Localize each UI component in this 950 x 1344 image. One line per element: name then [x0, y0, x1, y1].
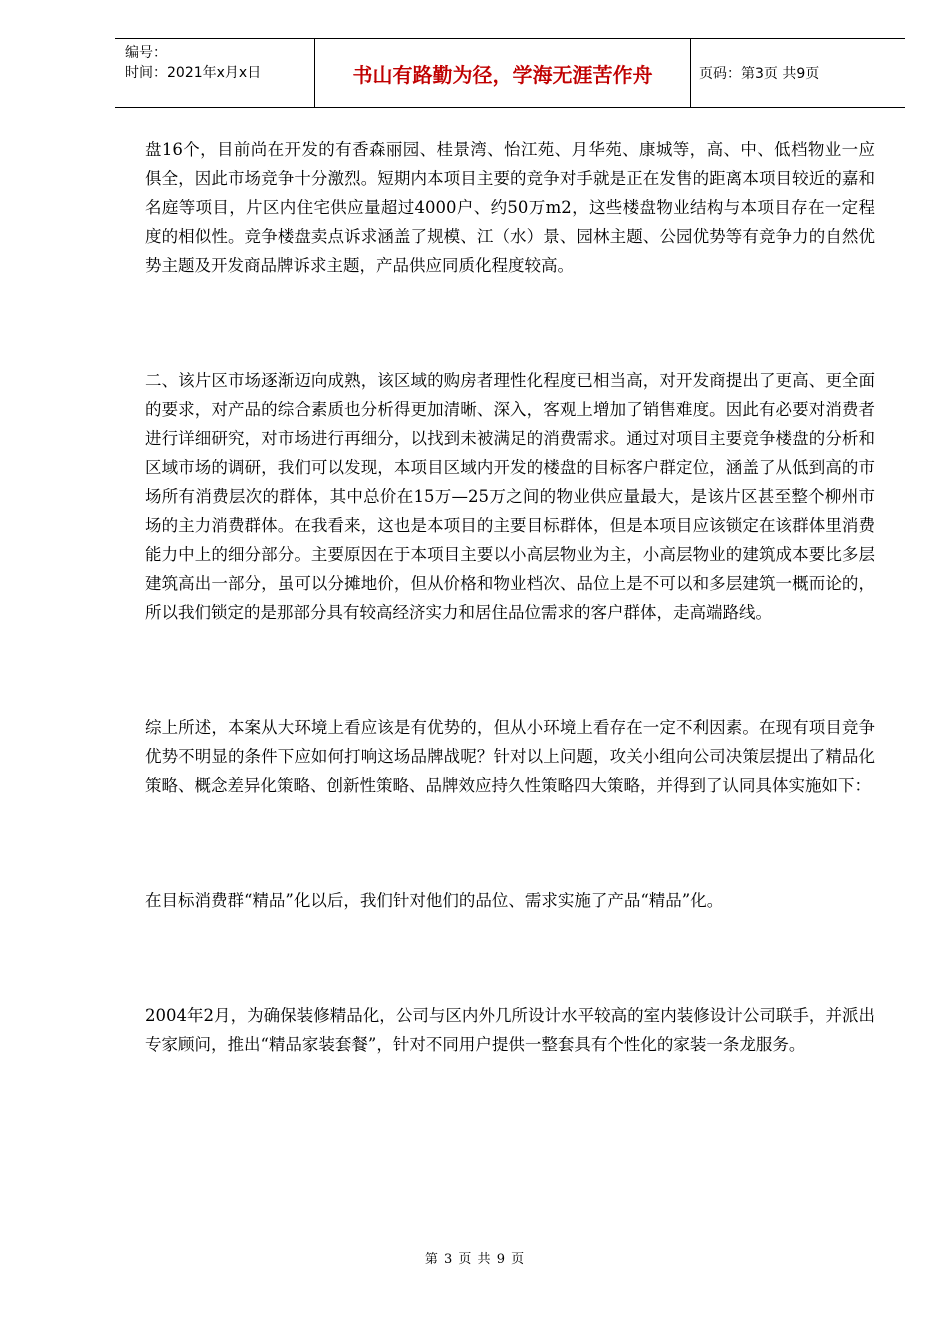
header-meta — [115, 39, 315, 107]
document-number: 编号： — [125, 45, 167, 61]
paragraph-competition: 盘16个，目前尚在开发的有香森丽园、桂景湾、怡江苑、月华苑、康城等，高、中、低档物业一应俱全，因此市场竞争十分激烈。短期内本项目主要的竞争对手就是正在发售的距离本项目较近的嘉和名庭等项目，片区内住宅供应量超过4000户、约50万m2，这些楼盘物业结构与本项目存在一定程度的相似性。竞争楼盘卖点诉求涵盖了规模、江（水）景、园林主题、公园优势等有竞争力的自然优势主题及开发商品牌诉求主题，产品供应同质化程度较高。 — [145, 140, 875, 275]
header-page-number: 页码：第3页 共9页 — [699, 66, 820, 82]
header-motto: 书山有路勤为径，学海无涯苦作舟 — [315, 39, 691, 107]
paragraph-decoration-package: 2004年2月，为确保装修精品化，公司与区内外几所设计水平较高的室内装修设计公司联手，并派出专家顾问，推出“精品家装套餐”，针对不同用户提供一整套具有个性化的家装一条龙服务。 — [145, 1006, 875, 1054]
document-time: 时间：2021年x月x日 — [125, 65, 262, 81]
paragraph-premium-product: 在目标消费群“精品”化以后，我们针对他们的品位、需求实施了产品“精品”化。 — [145, 891, 724, 910]
page-footer: 第 3 页 共 9 页 — [424, 1252, 526, 1267]
document-body — [145, 135, 875, 1059]
paragraph-market-maturity: 二、该片区市场逐渐迈向成熟，该区域的购房者理性化程度已相当高，对开发商提出了更高、更全面的要求，对产品的综合素质也分析得更加清晰、深入，客观上增加了销售难度。因此有必要对消费者进行详细研究，对市场进行再细分，以找到未被满足的消费需求。通过对项目主要竞争楼盘的分析和区域市场的调研，我们可以发现，本项目区域内开发的楼盘的目标客户群定位，涵盖了从低到高的市场所有消费层次的群体，其中总价在15万—25万之间的物业供应量最大，是该片区甚至整个柳州市场的主力消费群体。在我看来，这也是本项目的主要目标群体，但是本项目应该锁定在该群体里消费能力中上的细分部分。主要原因在于本项目主要以小高层物业为主，小高层物业的建筑成本要比多层建筑高出一部分，虽可以分摊地价，但从价格和物业档次、品位上是不可以和多层建筑一概而论的，所以我们锁定的是那部分具有较高经济实力和居住品位需求的客户群体，走高端路线。 — [145, 371, 875, 622]
page-header — [115, 38, 905, 108]
paragraph-summary: 综上所述，本案从大环境上看应该是有优势的，但从小环境上看存在一定不利因素。在现有项目竞争优势不明显的条件下应如何打响这场品牌战呢？针对以上问题，攻关小组向公司决策层提出了精品化策略、概念差异化策略、创新性策略、品牌效应持久性策略四大策略，并得到了认同具体实施如下： — [145, 718, 875, 795]
